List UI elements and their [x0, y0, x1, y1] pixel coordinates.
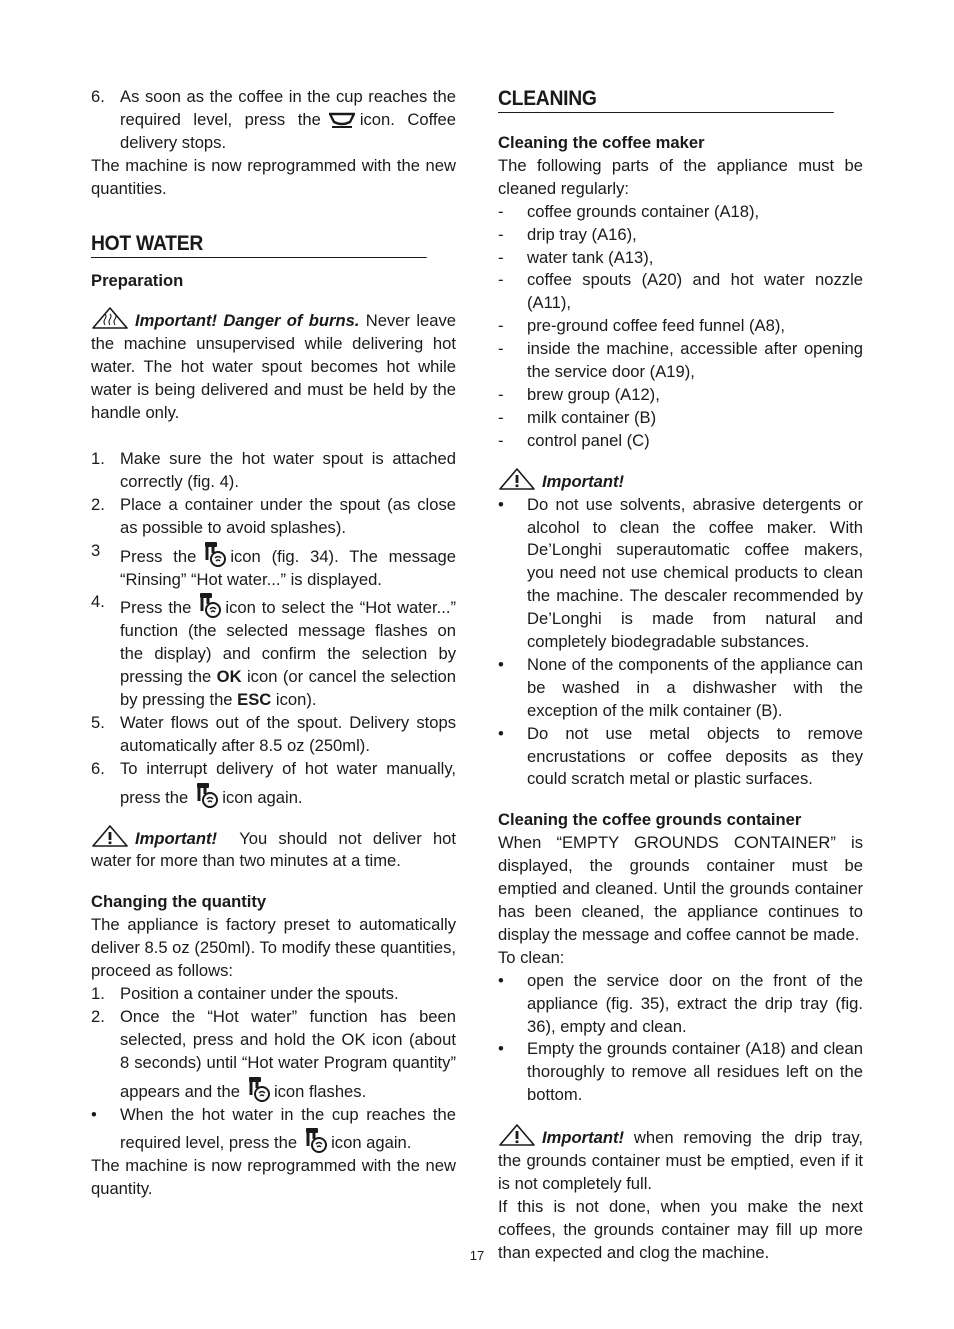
clean-list — [498, 970, 863, 1107]
list-text: inside the machine, accessible after opening the service door (A19), — [527, 339, 863, 382]
list-item: 2. Place a container under the spout (as close as possible to avoid splashes). — [91, 494, 456, 537]
list-marker: - — [498, 407, 504, 427]
list-item: 4. Press the icon to select the “Hot water...” function (the selected message flashes on the display) and confirm the selection by pressing the OK icon (or cancel the selection by pressing the ESC icon). — [91, 592, 456, 710]
list-marker: - — [498, 224, 504, 244]
warning-icon — [498, 1123, 536, 1147]
list-text: coffee grounds container (A18), — [527, 201, 760, 221]
hot-water-icon — [191, 781, 219, 809]
list-item: 2. Once the “Hot water” function has been selected, press and hold the OK icon (about 8 seconds) until “Hot water Program quantity” appears and the icon flashes. — [91, 1006, 456, 1101]
list-item — [498, 201, 863, 224]
step-text: icon. Coffee delivery stops. — [120, 109, 456, 152]
list-item — [498, 494, 863, 654]
list-item — [498, 723, 863, 792]
important-list — [498, 494, 863, 792]
section-title-hot-water: HOT WATER — [91, 231, 427, 258]
paragraph: To clean: — [498, 947, 565, 967]
list-marker: • — [498, 654, 504, 674]
coffee-cup-icon — [329, 112, 355, 128]
important-label: Important! Danger of burns. — [135, 311, 360, 331]
warning-paragraph: Important! Danger of burns. Never leave the machine unsupervised while delivering hot water. The hot water spout becomes hot while water is being delivered and must be held by the handle only. — [91, 306, 456, 425]
list-item — [91, 86, 456, 155]
list-marker: - — [498, 339, 504, 359]
list-marker: • — [498, 970, 504, 990]
list-text: Do not use solvents, abrasive detergents or alcohol to clean the coffee maker. With De’Longhi superautomatic coffee makers, you need not use chemical products to clean the machine. The descaler recommended by De’Longhi is made from natural and completely biodegradable substances. — [527, 494, 863, 652]
list-item — [498, 315, 863, 338]
subsection-title: Cleaning the coffee maker — [498, 133, 705, 152]
list-marker: • — [498, 1039, 504, 1059]
list-item — [498, 1038, 863, 1107]
list-item — [498, 224, 863, 247]
ok-label: OK — [216, 667, 242, 687]
hot-surface-warning-icon — [91, 306, 129, 330]
list-marker: - — [498, 430, 504, 450]
list-item — [498, 407, 863, 430]
list-text: Empty the grounds container (A18) and clean thoroughly to remove all residues left on the bottom. — [527, 1039, 863, 1105]
list-item: 3 Press the icon (fig. 34). The message “Rinsing” “Hot water...” is displayed. — [91, 540, 456, 589]
list-item: 6. To interrupt delivery of hot water manually, press the icon again. — [91, 758, 456, 807]
right-column — [498, 86, 863, 1265]
paragraph: The following parts of the appliance must be cleaned regularly: — [498, 155, 863, 198]
step-text: As soon as the coffee in the cup reaches the required level, press the — [120, 87, 456, 129]
warning-paragraph: Important! when removing the drip tray, the grounds container must be emptied, even if it is not completely full. — [498, 1123, 863, 1196]
warning-icon — [91, 824, 129, 848]
hot-water-icon — [199, 540, 227, 568]
list-text: Do not use metal objects to remove encrustations or coffee deposits as they could scratch metal or plastic surfaces. — [527, 723, 863, 789]
list-text: milk container (B) — [527, 407, 657, 427]
warning-icon — [498, 467, 536, 491]
warning-paragraph: Important! You should not deliver hot water for more than two minutes at a time. — [91, 824, 456, 874]
section-title-cleaning: CLEANING — [498, 86, 834, 113]
list-item: 1. Make sure the hot water spout is attached correctly (fig. 4). — [91, 448, 456, 491]
list-marker: • — [498, 723, 504, 743]
hot-water-icon — [300, 1126, 328, 1154]
page-number: 17 — [469, 1248, 485, 1263]
paragraph: The machine is now reprogrammed with the new quantities. — [91, 155, 456, 198]
list-item — [498, 247, 863, 270]
list-item — [498, 338, 863, 384]
list-text: water tank (A13), — [527, 247, 654, 267]
list-item — [498, 384, 863, 407]
hot-water-icon — [194, 591, 222, 619]
list-marker: - — [498, 316, 504, 336]
list-item — [498, 970, 863, 1039]
list-item: 1. Position a container under the spouts. — [91, 984, 399, 1003]
paragraph: The appliance is factory preset to automatically deliver 8.5 oz (250ml). To modify these quantities, proceed as follows: — [91, 915, 456, 981]
paragraph: When “EMPTY GROUNDS CONTAINER” is displayed, the grounds container must be emptied and cleaned. Until the grounds container has been cleaned, the appliance continues to display the message and coffee cannot be made. — [498, 833, 863, 944]
paragraph: If this is not done, when you make the next coffees, the grounds container may fill up more than expected and clog the machine. — [498, 1196, 863, 1262]
left-column — [91, 86, 456, 1201]
list-text: None of the components of the appliance can be washed in a dishwasher with the exception of the milk container (B). — [527, 654, 863, 720]
important-label: Important! — [135, 828, 218, 848]
list-item: 5. Water flows out of the spout. Delivery stops automatically after 8.5 oz (250ml). — [91, 712, 456, 755]
list-text: control panel (C) — [527, 430, 650, 450]
list-marker: - — [498, 384, 504, 404]
warning-heading — [498, 467, 863, 494]
subsection-title: Cleaning the coffee grounds container — [498, 810, 802, 830]
subsection-title: Changing the quantity — [91, 892, 267, 912]
list-text: open the service door on the front of the appliance (fig. 35), extract the drip tray (fig. 36), empty and clean. — [527, 970, 863, 1036]
list-marker: • — [498, 494, 504, 514]
list-number: 6. — [91, 87, 105, 106]
list-text: coffee spouts (A20) and hot water nozzle (A11), — [527, 270, 863, 313]
hot-water-icon — [243, 1075, 271, 1103]
list-item — [498, 430, 863, 453]
list-marker: - — [498, 270, 504, 290]
list-item — [498, 269, 863, 315]
important-label: Important! — [542, 471, 625, 491]
list-text: pre-ground coffee feed funnel (A8), — [527, 316, 785, 336]
list-text: brew group (A12), — [527, 384, 660, 404]
parts-list — [498, 201, 863, 453]
list-marker: - — [498, 247, 504, 267]
important-label: Important! — [542, 1128, 625, 1148]
list-marker: - — [498, 201, 504, 221]
list-item: • When the hot water in the cup reaches the required level, press the icon again. — [91, 1104, 456, 1153]
paragraph: The machine is now reprogrammed with the new quantity. — [91, 1156, 456, 1199]
list-text: drip tray (A16), — [527, 224, 637, 244]
list-item — [498, 654, 863, 723]
esc-label: ESC — [237, 690, 272, 710]
subsection-title: Preparation — [91, 270, 184, 290]
